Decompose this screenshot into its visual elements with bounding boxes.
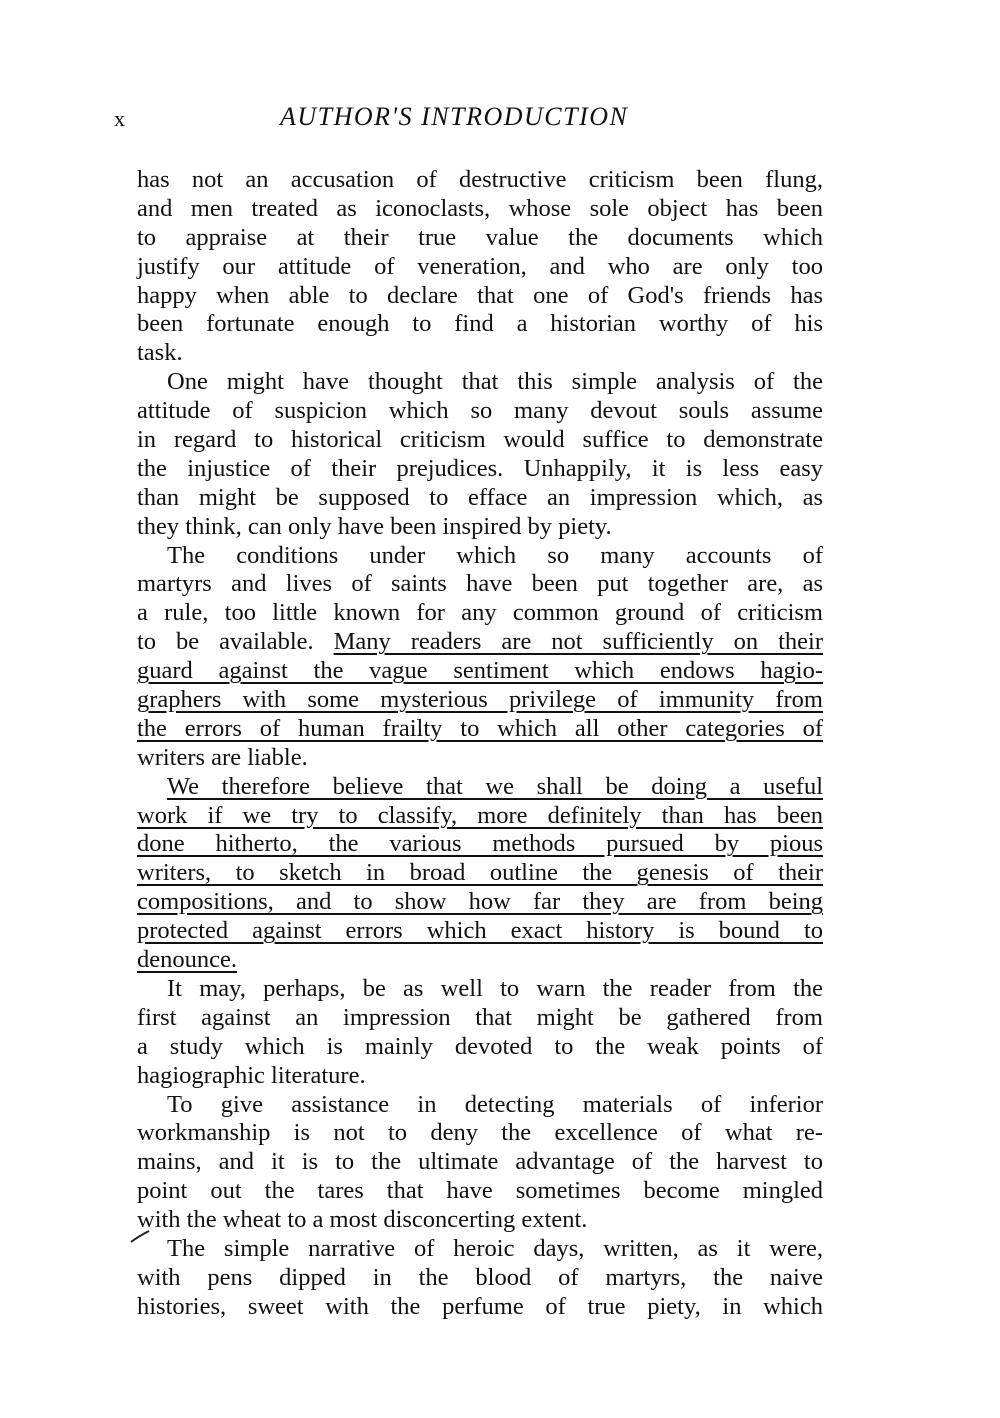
text-line: a study which is mainly devoted to the weak points of (137, 1032, 823, 1060)
text-line: happy when able to declare that one of God's friends has (137, 281, 823, 309)
text-line: martyrs and lives of saints have been put together are, as (137, 570, 823, 598)
text-line: workmanship is not to deny the excellence of what re- (137, 1119, 823, 1147)
chapter-title: AUTHOR'S INTRODUCTION (280, 102, 629, 131)
text-line: has not an accusation of destructive criticism been flung, (137, 166, 823, 193)
text-line: been fortunate enough to find a historian worthy of his (137, 310, 823, 338)
underlined-line: graphers with some mysterious privilege of immunity from (137, 686, 823, 714)
text-line: than might be supposed to efface an impression which, as (137, 483, 823, 511)
text-line: with the wheat to a most disconcerting extent. (137, 1206, 588, 1234)
body-text (137, 166, 823, 1322)
text-line: attitude of suspicion which so many devout souls assume (137, 397, 823, 425)
text-line: they think, can only have been inspired by piety. (137, 512, 612, 540)
text-line: hagiographic literature. (137, 1061, 366, 1089)
underlined-line: guard against the vague sentiment which endows hagio- (137, 657, 823, 685)
pencil-tick-mark (129, 1228, 153, 1246)
text-line: and men treated as iconoclasts, whose sole object has been (137, 194, 823, 222)
text-line: histories, sweet with the perfume of true piety, in which (137, 1292, 823, 1320)
page-number: x (114, 106, 125, 131)
text-line: It may, perhaps, be as well to warn the reader from the (167, 974, 823, 1002)
text-line: writers are liable. (137, 743, 308, 771)
text-line: The simple narrative of heroic days, written, as it were, (167, 1234, 823, 1262)
text-line: point out the tares that have sometimes become mingled (137, 1177, 823, 1205)
text-line: To give assistance in detecting materials of inferior (167, 1090, 823, 1118)
text-line: task. (137, 339, 183, 367)
text-line: in regard to historical criticism would suffice to demonstrate (137, 426, 823, 454)
text-line: a rule, too little known for any common ground of criticism (137, 599, 823, 627)
underlined-passage: Many readers are not sufficiently on their (333, 628, 823, 656)
text-line: One might have thought that this simple analysis of the (167, 368, 823, 396)
text-line: mains, and it is to the ultimate advantage of the harvest to (137, 1148, 823, 1176)
text-line (137, 628, 823, 657)
text-line: first against an impression that might be gathered from (137, 1003, 823, 1031)
text-line: the injustice of their prejudices. Unhappily, it is less easy (137, 454, 823, 482)
running-head (114, 102, 824, 136)
underlined-line: protected against errors which exact history is bound to (137, 917, 823, 945)
underlined-line: writers, to sketch in broad outline the genesis of their (137, 859, 823, 887)
underlined-line: work if we try to classify, more definitely than has been (137, 801, 823, 829)
text-line: justify our attitude of veneration, and who are only too (137, 252, 823, 280)
text-line: with pens dipped in the blood of martyrs, the naive (137, 1263, 823, 1291)
underlined-line: compositions, and to show how far they are from being (137, 888, 823, 916)
underlined-line: done hitherto, the various methods pursued by pious (137, 830, 823, 858)
text-line: The conditions under which so many accounts of (167, 541, 823, 569)
underlined-line: denounce. (137, 946, 237, 974)
underlined-line: the errors of human frailty to which all other categories of (137, 714, 823, 742)
text-line: to appraise at their true value the documents which (137, 223, 823, 251)
text-fragment: to be available. (137, 628, 314, 656)
underlined-line: We therefore believe that we shall be doing a useful (167, 772, 823, 800)
